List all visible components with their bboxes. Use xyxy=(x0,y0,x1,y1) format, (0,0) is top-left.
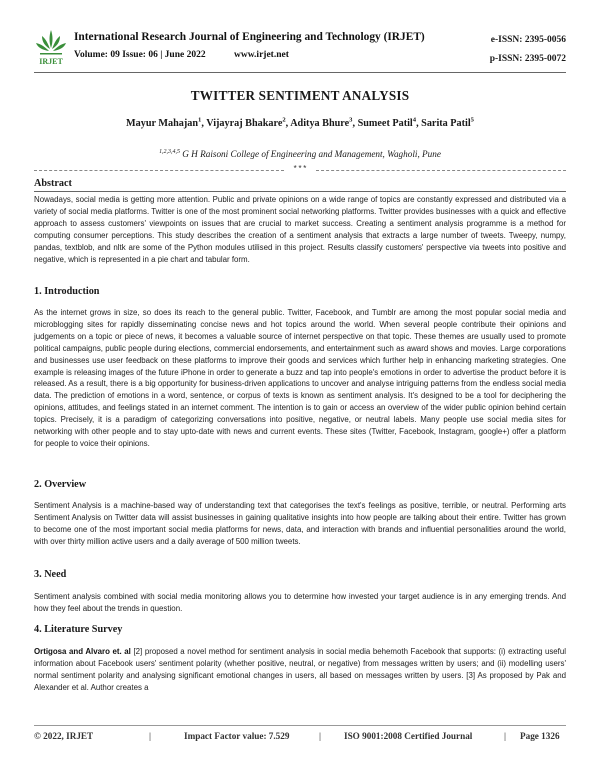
author-name: Sumeet Patil xyxy=(357,118,413,129)
abstract-text: Nowadays, social media is getting more attention. Public and private opinions on a wide range of topics are constantly expressed and distributed via a variety of social media platforms. Twitter is one of the most prominent social networking platforms. Twitter provides businesses with a quick and effective approach to assess customers' viewpoints on issues that are crucial to market success. Creating a sentiment analysis programme is a method for computing consumer perceptions. This study describes the creation of a sentiment analysis that extracts a large number of tweets. Tweepy, numpy, pandas, textblob, and nltk are some of the Python modules utilised in this project. Results classify customers' perspective via tweets into positive and negative, which is represented in a pie chart and tabular form. xyxy=(34,195,566,264)
separator-stars: *** xyxy=(292,165,308,174)
logo-text: IRJET xyxy=(39,57,63,66)
journal-website[interactable]: www.irjet.net xyxy=(234,50,289,60)
journal-meta xyxy=(74,50,289,60)
volume-issue: Volume: 09 Issue: 06 | June 2022 xyxy=(74,50,206,60)
need-heading: 3. Need xyxy=(34,569,67,580)
overview-text: Sentiment Analysis is a machine-based way of understanding text that categorises the text's feelings as positive, terrible, or neutral. Performing arts Sentiment Analysis on Twitter data will assist businesses in gaining qualitative insights into how people are talking about their entire. Twitter has grown to become one of the most important social media platforms for news, data, and interaction with brands and influential personalities around the world, with over thirty million active users and a daily average of 500 million tweets. xyxy=(34,501,566,546)
literature-lead: Ortigosa and Alvaro et. al xyxy=(34,647,131,656)
author-name: Vijayraj Bhakare xyxy=(206,118,283,129)
literature-text: Ortigosa and Alvaro et. al [2] proposed a novel method for sentiment analysis in social media behemoth Facebook that supports: (i) extracting useful information about Facebook users' sentiment polarity (whether positive, neutral, or negative) from messages written by users; and (ii) modelling users' normal sentiment polarity and analysing significant emotional changes in users, all based on messages written by users. [3] As proposed by Pak and Alexander et al. Author creates a xyxy=(34,647,566,692)
separator xyxy=(34,166,566,176)
pissn: p-ISSN: 2395-0072 xyxy=(489,54,566,64)
author-name: Sarita Patil xyxy=(421,118,471,129)
footer-copyright: © 2022, IRJET xyxy=(34,731,94,741)
header-rule xyxy=(34,72,566,73)
abstract-rule xyxy=(34,191,566,192)
affiliation: $^{1,2,3,4,5}$ G H Raisoni College of Engineering and Management, Wagholi, Pune xyxy=(159,148,441,159)
eissn: e-ISSN: 2395-0056 xyxy=(490,35,566,45)
intro-heading: 1. Introduction xyxy=(34,286,100,297)
author-list: Mayur Mahajan$^1$, Vijayraj Bhakare$^2$, Aditya Bhure$^3$, Sumeet Patil$^4$, Sarita Patil$^5$ xyxy=(126,116,474,129)
overview-heading: 2. Overview xyxy=(34,479,87,490)
author-name: Aditya Bhure xyxy=(290,118,350,129)
author-name: Mayur Mahajan xyxy=(126,118,198,129)
footer-impact-factor: Impact Factor value: 7.529 xyxy=(184,731,290,741)
abstract-heading: Abstract xyxy=(34,178,72,189)
irjet-logo xyxy=(34,28,68,68)
journal-header xyxy=(34,28,566,70)
intro-text: As the internet grows in size, so does its reach to the general public. Twitter, Facebook, and Tumblr are among the most popular social media and microblogging sites for rapidly disseminating concise news and hot topics around the world. When several people contribute their opinions and judgements on a topic or piece of news, it becomes a valuable source of internet perspective on that topic. These themes are usually used to promote political campaigns, public people during elections, commercial endorsements, and entertainment such as award shows and movies. Large corporations and businesses use user feedback on these platforms to improve their goods and services which further help in enhancing marketing strategies. One example is releasing images of the future iPhone in order to generate a buzz and tap into people's emotions in order to advertise the product before it is released. As a result, there is a big opportunity for business-driven applications to uncover and analyse intriguing patterns from the endless social media data. The prediction of emotions in a word, sentence, or corpus of texts is known as sentiment analysis. It's designed to be a tool for deciphering the opinions, attitudes, and feelings stated in an internet comment. The intention is to gain or access an overview of the wider public opinion behind certain topics. Precisely, it is a paradigm of categorizing conversations into positive, negative, or neutral labels. Many people use social media sites for networking with other people and to stay upto-date with news and current events. These sites (Twitter, Facebook, Instagram, google+) offer a platform for people to voice their opinions. xyxy=(34,308,566,448)
paper-title: TWITTER SENTIMENT ANALYSIS xyxy=(190,88,410,103)
literature-heading: 4. Literature Survey xyxy=(34,624,123,635)
need-text: Sentiment analysis combined with social media monitoring allows you to determine how invested your target audience is in any emerging trends. And how they feel about the trends in question. xyxy=(34,592,566,613)
footer-rule xyxy=(34,725,566,726)
issn-block xyxy=(490,31,566,69)
footer-iso: ISO 9001:2008 Certified Journal xyxy=(344,731,473,741)
footer-page-number: Page 1326 xyxy=(520,731,560,741)
journal-title: International Research Journal of Engineering and Technology (IRJET) xyxy=(74,31,425,43)
